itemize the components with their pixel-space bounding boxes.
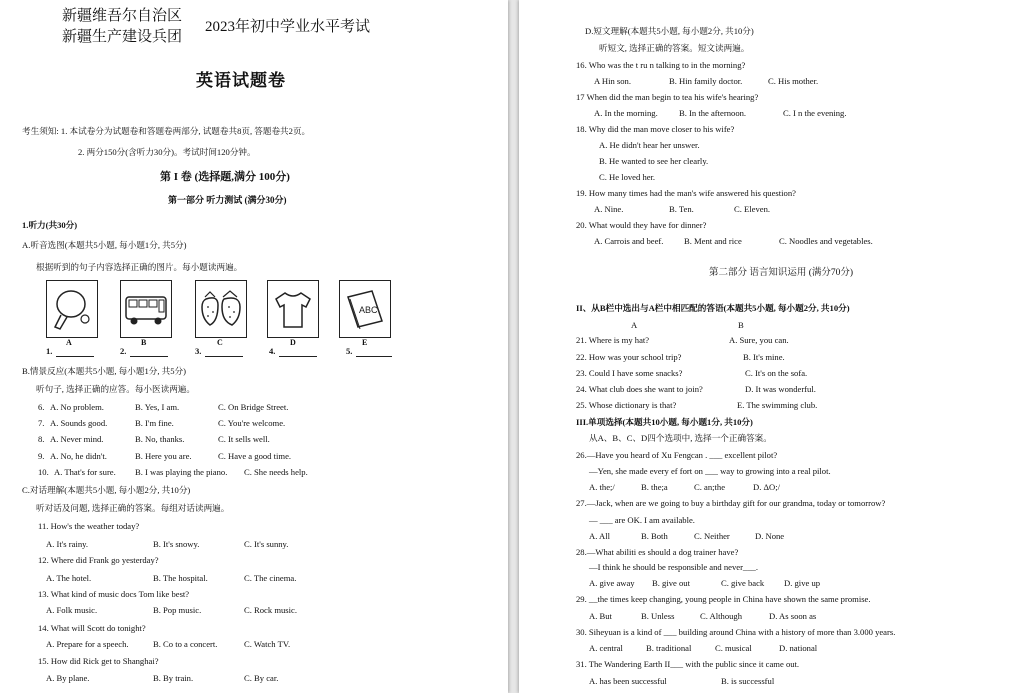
option-e-letter: E bbox=[362, 338, 368, 347]
volume-heading: 第 I 卷 (选择题,满分 100分) bbox=[160, 171, 290, 183]
q14-option-b: B. Co to a concert. bbox=[153, 639, 218, 649]
q15-option-c: C. By car. bbox=[244, 673, 279, 683]
q16-option-b: B. Hin family doctor. bbox=[669, 76, 743, 86]
q26-line-1: 26.—Have you heard of Xu Fengcan . ___ excellent pilot? bbox=[576, 450, 778, 460]
exam-page-right bbox=[519, 0, 1024, 693]
q11-question: 11. How's the weather today? bbox=[38, 521, 140, 531]
blank-5-number: 5. bbox=[346, 346, 353, 356]
column-b-label: B bbox=[738, 320, 744, 330]
q16-question: 16. Who was the t ru n talking to in the morning? bbox=[576, 60, 746, 70]
q7-option-a: A. Sounds good. bbox=[50, 418, 108, 428]
q15-question: 15. How did Rick get to Shanghai? bbox=[38, 656, 159, 666]
section-a-heading: A.听音选图(本题共5小题, 每小题1分, 共5分) bbox=[22, 240, 187, 250]
q19-option-a: A. Nine. bbox=[594, 204, 624, 214]
q8-option-b: B. No, thanks. bbox=[135, 434, 185, 444]
region-line-1: 新疆维吾尔自治区 bbox=[62, 8, 183, 24]
q29-option-c: C. Although bbox=[700, 611, 743, 621]
q31-option-b: B. is successful bbox=[721, 676, 775, 686]
q12-option-c: C. The cinema. bbox=[244, 573, 297, 583]
q18-option-c: C. He loved her. bbox=[599, 172, 656, 182]
q26-option-c: C. an;the bbox=[694, 482, 726, 492]
section-d-instructions: 听短文, 选择正确的答案。短文读两遍。 bbox=[599, 43, 750, 53]
q27-option-b: B. Both bbox=[641, 531, 668, 541]
q30-line-1: 30. Siheyuan is a kind of ___ building around China with a history of more than 3.000 years. bbox=[576, 627, 896, 637]
q12-option-a: A. The hotel. bbox=[46, 573, 92, 583]
q19-option-b: B. Ten. bbox=[669, 204, 694, 214]
q18-question: 18. Why did the man move closer to his wife? bbox=[576, 124, 735, 134]
match-answer-c: C. It's on the sofa. bbox=[745, 368, 808, 378]
q7-option-c: C. You're welcome. bbox=[218, 418, 286, 428]
blank-5-line[interactable] bbox=[356, 356, 392, 357]
q20-option-c: C. Noodles and vegetables. bbox=[779, 236, 873, 246]
column-a-label: A bbox=[631, 320, 638, 330]
blank-4-number: 4. bbox=[269, 346, 276, 356]
q11-option-c: C. It's sunny. bbox=[244, 539, 289, 549]
q11-option-a: A. It's rainy. bbox=[46, 539, 89, 549]
section-c-instructions: 听对话及问题, 选择正确的答案。每组对话读两遍。 bbox=[36, 503, 230, 513]
q8-number: 8. bbox=[38, 434, 45, 444]
q26-option-a: A. the;/ bbox=[589, 482, 615, 492]
region-line-2: 新疆生产建设兵团 bbox=[62, 29, 183, 45]
q13-option-a: A. Folk music. bbox=[46, 605, 98, 615]
match-answer-b: B. It's mine. bbox=[743, 352, 785, 362]
q26-option-b: B. the;a bbox=[641, 482, 668, 492]
q23-question: 23. Could I have some snacks? bbox=[576, 368, 683, 378]
option-b-letter: B bbox=[141, 338, 147, 347]
q6-number: 6. bbox=[38, 402, 45, 412]
q27-line-2: — ___ are OK. I am available. bbox=[589, 515, 695, 525]
q9-number: 9. bbox=[38, 451, 45, 461]
match-answer-d: D. It was wonderful. bbox=[745, 384, 816, 394]
q18-option-b: B. He wanted to see her clearly. bbox=[599, 156, 709, 166]
q9-option-a: A. No, he didn't. bbox=[50, 451, 107, 461]
q24-question: 24. What club does she want to join? bbox=[576, 384, 703, 394]
q30-option-a: A. central bbox=[589, 643, 623, 653]
page-title: 英语试题卷 bbox=[196, 71, 286, 90]
q30-option-b: B. traditional bbox=[646, 643, 692, 653]
q20-question: 20. What would they have for dinner? bbox=[576, 220, 707, 230]
option-d-t-shirt-icon bbox=[267, 280, 319, 338]
option-a-letter: A bbox=[66, 338, 72, 347]
q29-option-b: B. Unless bbox=[641, 611, 675, 621]
q27-option-a: A. All bbox=[589, 531, 611, 541]
q29-line-1: 29. __the times keep changing, young people in China have shown the same promise. bbox=[576, 594, 871, 604]
q6-option-a: A. No problem. bbox=[50, 402, 104, 412]
book-cover-text: ABC bbox=[359, 305, 378, 315]
q28-option-c: C. give back bbox=[721, 578, 765, 588]
q31-line-1: 31. The Wandering Earth II___ with the public since it came out. bbox=[576, 659, 800, 669]
q8-option-c: C. It sells well. bbox=[218, 434, 270, 444]
q14-option-c: C. Watch TV. bbox=[244, 639, 291, 649]
q25-question: 25. Whose dictionary is that? bbox=[576, 400, 677, 410]
q14-option-a: A. Prepare for a speech. bbox=[46, 639, 129, 649]
option-b-bus-icon bbox=[120, 280, 172, 338]
q30-option-c: C. musical bbox=[715, 643, 752, 653]
match-answer-a: A. Sure, you can. bbox=[729, 335, 789, 345]
q17-question: 17 When did the man begin to tea his wife's hearing? bbox=[576, 92, 759, 102]
section-a-instructions: 根据听到的句子内容选择正确的图片。每小题读两遍。 bbox=[36, 262, 243, 272]
blank-2-number: 2. bbox=[120, 346, 127, 356]
q13-question: 13. What kind of music docs Tom like best? bbox=[38, 589, 190, 599]
part2-heading: 第二部分 语言知识运用 (满分70分) bbox=[709, 268, 854, 278]
q17-option-b: B. In the afternoon. bbox=[679, 108, 747, 118]
q28-option-d: D. give up bbox=[784, 578, 821, 588]
option-d-letter: D bbox=[290, 338, 296, 347]
option-e-book-icon bbox=[339, 280, 391, 338]
q10-number: 10. bbox=[38, 467, 49, 477]
q11-option-b: B. It's snowy. bbox=[153, 539, 200, 549]
blank-3-line[interactable] bbox=[205, 356, 243, 357]
option-c-letter: C bbox=[217, 338, 223, 347]
q10-option-a: A. That's for sure. bbox=[54, 467, 116, 477]
section-b-heading: B.情景反应(本题共5小题, 每小题1分, 共5分) bbox=[22, 366, 186, 376]
exam-name: 2023年初中学业水平考试 bbox=[205, 19, 371, 35]
match-answer-e: E. The swimming club. bbox=[737, 400, 818, 410]
q31-option-a: A. has been successful bbox=[589, 676, 667, 686]
q27-option-d: D. None bbox=[755, 531, 785, 541]
option-c-strawberries-icon bbox=[195, 280, 247, 338]
q28-line-1: 28.—What abiliti es should a dog trainer have? bbox=[576, 547, 739, 557]
blank-3-number: 3. bbox=[195, 346, 202, 356]
q14-question: 14. What will Scott do tonight? bbox=[38, 623, 146, 633]
q28-line-2: —I think he should be responsible and never___. bbox=[589, 562, 758, 572]
q20-option-b: B. Ment and rice bbox=[684, 236, 742, 246]
q6-option-b: B. Yes, I am. bbox=[135, 402, 180, 412]
section-iii-heading: III.单项选择(本题共10小题, 每小题1分, 共10分) bbox=[576, 417, 753, 427]
blank-1-number: 1. bbox=[46, 346, 53, 356]
q7-number: 7. bbox=[38, 418, 45, 428]
q28-option-b: B. give out bbox=[652, 578, 690, 588]
q21-question: 21. Where is my hat? bbox=[576, 335, 650, 345]
q8-option-a: A. Never mind. bbox=[50, 434, 104, 444]
candidate-notice-1: 考生须知: 1. 本试卷分为试题卷和答题卷两部分, 试题卷共8页, 答题卷共2页。 bbox=[22, 126, 311, 136]
section-ii-heading: II、从B栏中选出与A栏中相匹配的答语(本题共5小题, 每小题2分, 共10分) bbox=[576, 303, 850, 313]
blank-4-line[interactable] bbox=[279, 356, 317, 357]
section-listening: 1.听力(共30分) bbox=[22, 220, 78, 230]
q15-option-b: B. By train. bbox=[153, 673, 194, 683]
q13-option-b: B. Pop music. bbox=[153, 605, 202, 615]
q7-option-b: B. I'm fine. bbox=[135, 418, 174, 428]
candidate-notice-2: 2. 两分150分(含听力30分)。考试时间120分钟。 bbox=[78, 147, 256, 157]
q18-option-a: A. He didn't hear her unswer. bbox=[599, 140, 700, 150]
q17-option-a: A. In the morning. bbox=[594, 108, 658, 118]
q9-option-c: C. Have a good time. bbox=[218, 451, 292, 461]
q15-option-a: A. By plane. bbox=[46, 673, 90, 683]
q20-option-a: A. Carrois and beef. bbox=[594, 236, 664, 246]
q26-option-d: D. ΔO;/ bbox=[753, 482, 781, 492]
part1-heading: 第一部分 听力测试 (满分30分) bbox=[168, 195, 287, 205]
blank-1-line[interactable] bbox=[56, 356, 94, 357]
q12-question: 12. Where did Frank go yesterday? bbox=[38, 555, 159, 565]
q30-option-d: D. national bbox=[779, 643, 818, 653]
q27-option-c: C. Neither bbox=[694, 531, 730, 541]
blank-2-line[interactable] bbox=[130, 356, 168, 357]
q16-option-a: A Hin son. bbox=[594, 76, 632, 86]
q9-option-b: B. Here you are. bbox=[135, 451, 192, 461]
q13-option-c: C. Rock music. bbox=[244, 605, 297, 615]
q16-option-c: C. His mother. bbox=[768, 76, 819, 86]
option-a-ping-pong-icon bbox=[46, 280, 98, 338]
q26-line-2: —Yen, she made every ef fort on ___ way to growing into a real pilot. bbox=[589, 466, 831, 476]
exam-page-left bbox=[0, 0, 508, 693]
q17-option-c: C. I n the evening. bbox=[783, 108, 847, 118]
q12-option-b: B. The hospital. bbox=[153, 573, 208, 583]
q6-option-c: C. On Bridge Street. bbox=[218, 402, 289, 412]
q19-option-c: C. Eleven. bbox=[734, 204, 771, 214]
section-b-instructions: 听句子, 选择正确的应答。每小医读两遍。 bbox=[36, 384, 195, 394]
q22-question: 22. How was your school trip? bbox=[576, 352, 682, 362]
q29-option-a: A. But bbox=[589, 611, 612, 621]
q19-question: 19. How many times had the man's wife answered his question? bbox=[576, 188, 796, 198]
section-c-heading: C.对话理解(本题共5小题, 每小题2分, 共10分) bbox=[22, 485, 191, 495]
q27-line-1: 27.—Jack, when are we going to buy a birthday gift for our grandma, today or tomorrow? bbox=[576, 498, 886, 508]
q28-option-a: A. give away bbox=[589, 578, 635, 588]
q29-option-d: D. As soon as bbox=[769, 611, 817, 621]
q10-option-c: C. She needs help. bbox=[244, 467, 308, 477]
section-iii-instructions: 从A、B、C、D四个选项中, 选择一个正确答案。 bbox=[589, 433, 772, 443]
q10-option-b: B. I was playing the piano. bbox=[135, 467, 228, 477]
section-d-heading: D.短文理解(本题共5小题, 每小题2分, 共10分) bbox=[585, 26, 754, 36]
